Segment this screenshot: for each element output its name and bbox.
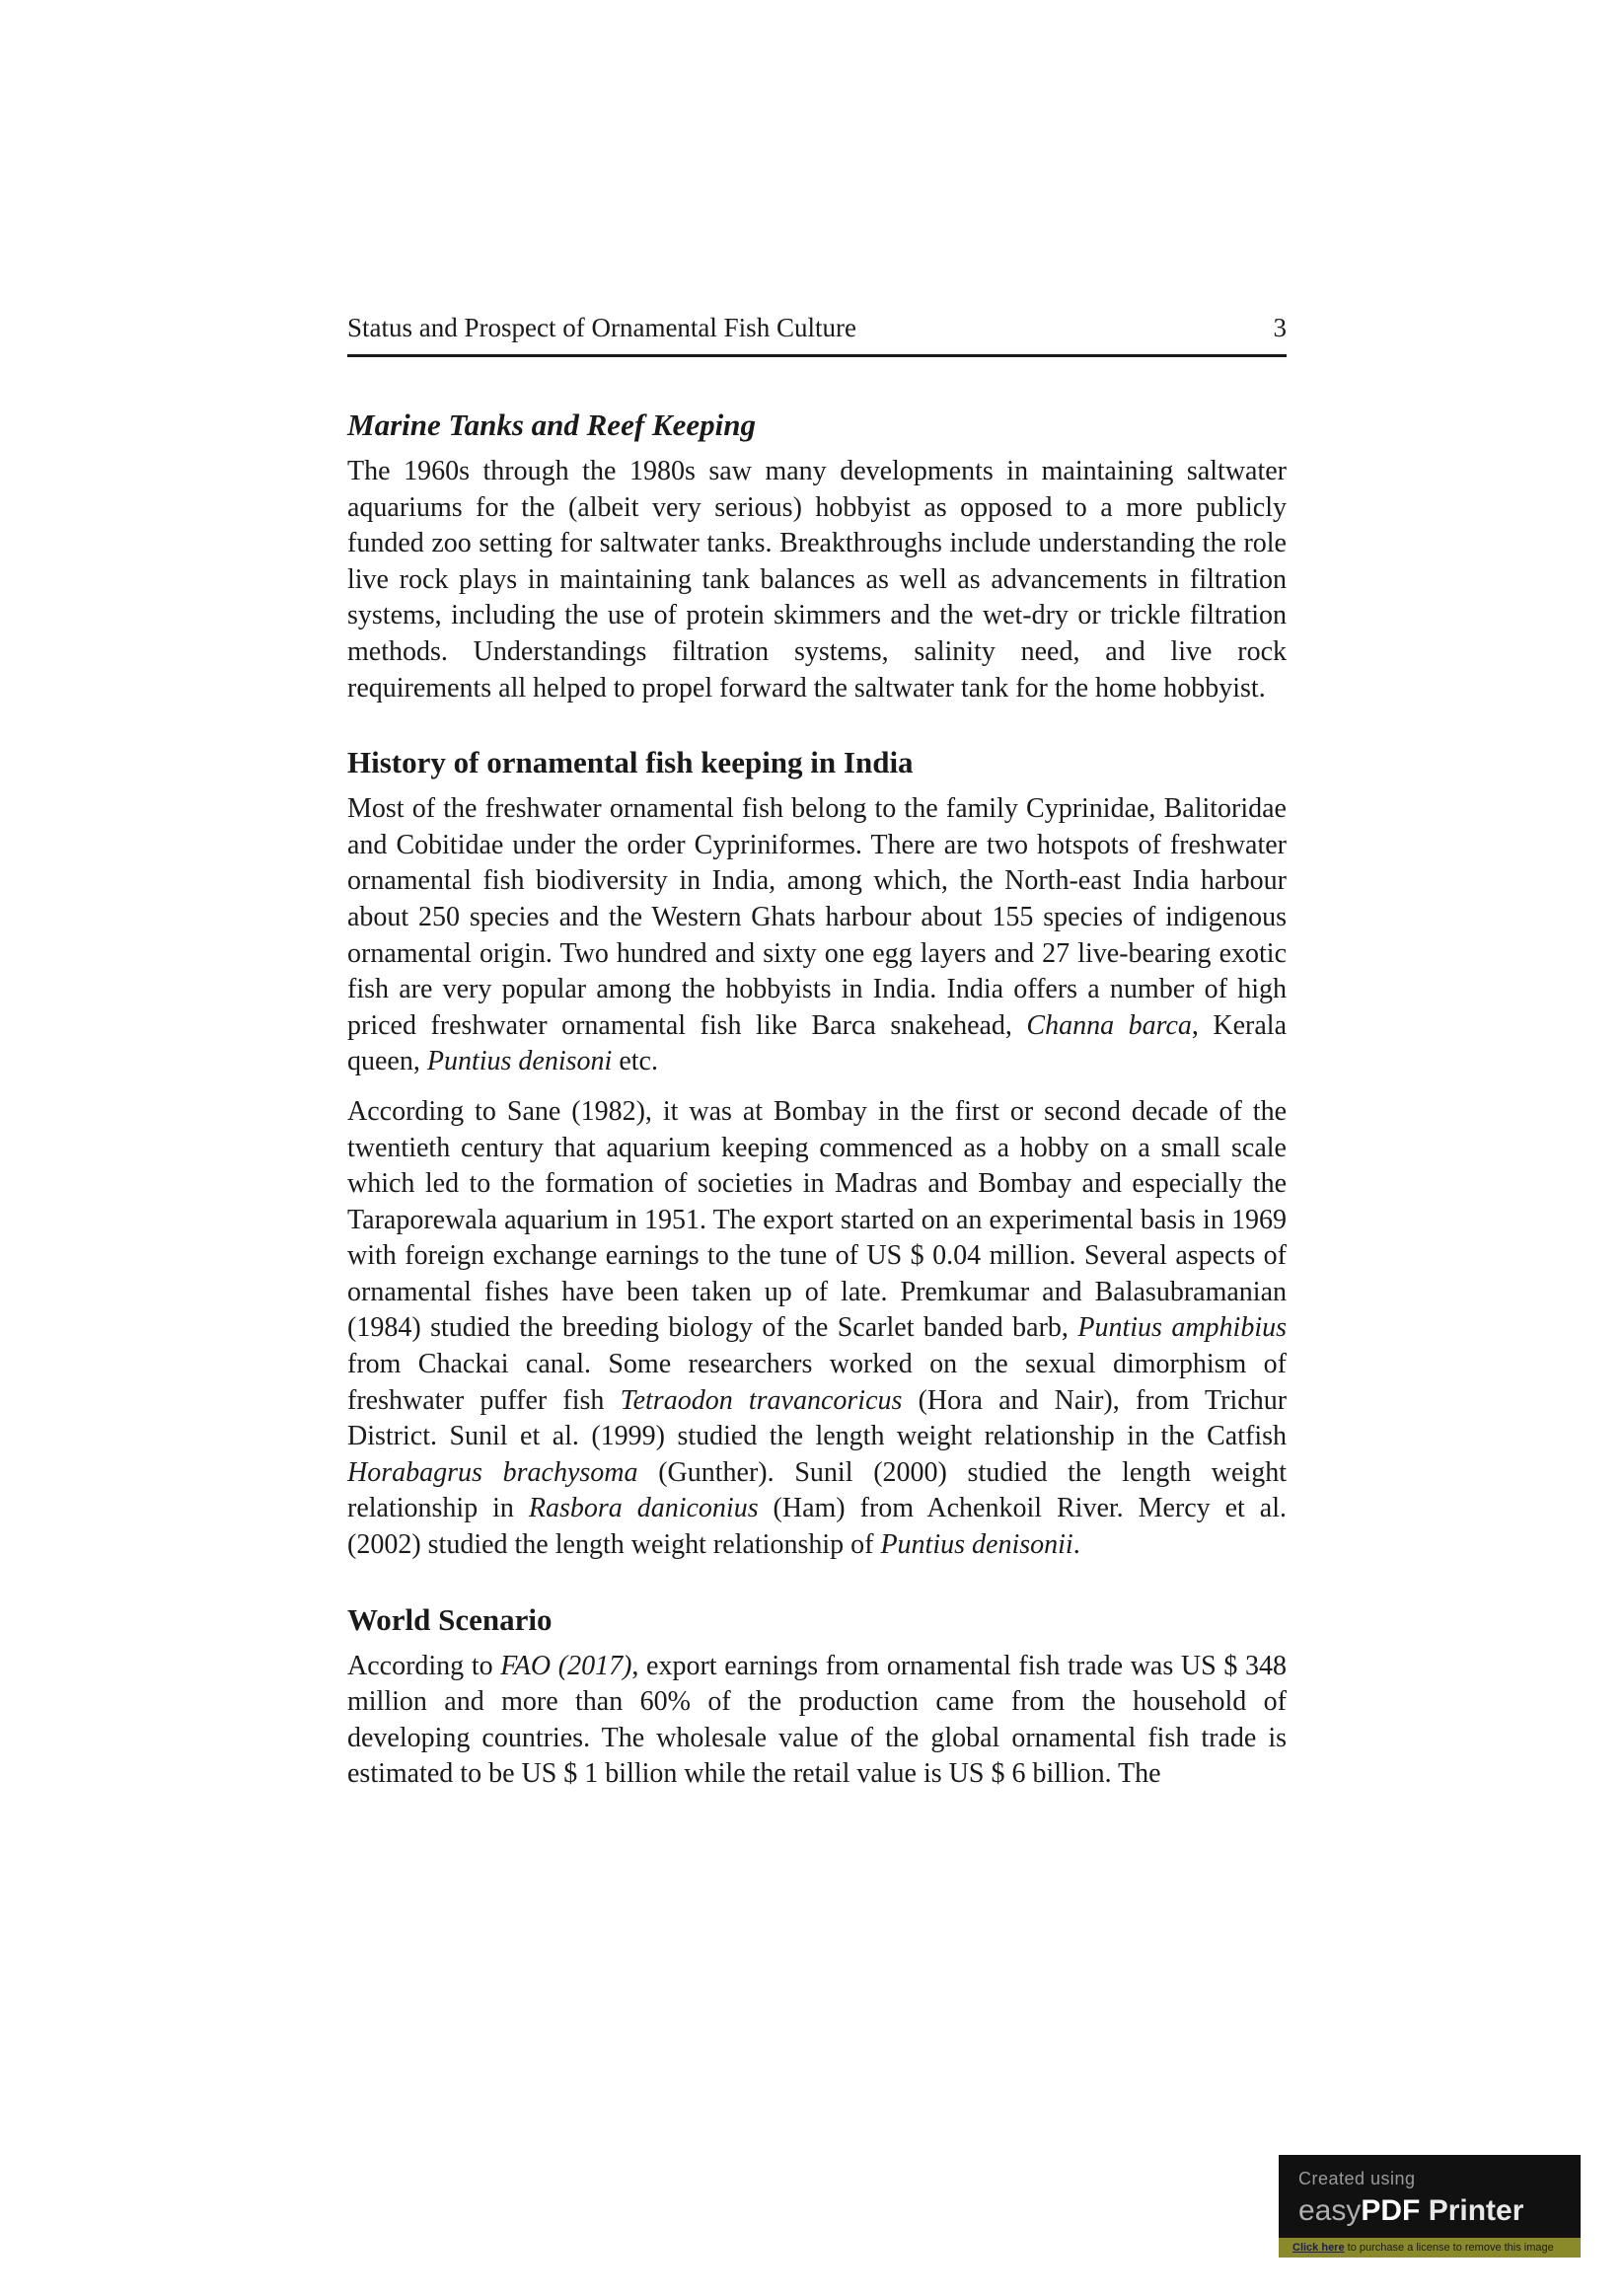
badge-footer-text: to purchase a license to remove this image	[1344, 2242, 1554, 2254]
section-heading: Marine Tanks and Reef Keeping	[347, 407, 756, 442]
badge-footer	[1279, 2238, 1581, 2258]
section-world-scenario	[347, 1601, 1287, 1793]
paragraph: According to Sane (1982), it was at Bombay in the first or second decade of the twentieth century that aquarium keeping commenced as a hobby on a small scale which led to the formation of societies in Madras and Bombay and especially the Taraporewala aquarium in 1951. The export started on an experimental basis in 1969 with foreign exchange earnings to the tune of US $ 0.04 million. Several aspects of ornamental fishes have been taken up of late. Premkumar and Balasubramanian (1984) studied the breeding biology of the Scarlet banded barb, Puntius amphibius from Chackai canal. Some researchers worked on the sexual dimorphism of freshwater puffer fish Tetraodon travancoricus (Hora and Nair), from Trichur District. Sunil et al. (1999) studied the length weight relationship in the Catfish Horabagrus brachysoma (Gunther). Sunil (2000) studied the length weight relationship in Rasbora daniconius (Ham) from Achenkoil River. Mercy et al. (2002) studied the length weight relationship of Puntius denisonii.	[347, 1095, 1288, 1561]
purchase-license-link[interactable]: Click here	[1292, 2242, 1345, 2254]
citation: FAO (2017)	[500, 1650, 632, 1681]
page-number: 3	[1273, 313, 1287, 342]
species-name: Puntius denisonii	[880, 1529, 1073, 1561]
species-name: Tetraodon travancoricus	[620, 1384, 903, 1416]
section-heading: World Scenario	[347, 1601, 553, 1637]
section-history-india	[347, 744, 1287, 1563]
species-name: Puntius denisoni	[426, 1046, 613, 1077]
species-name: Horabagrus brachysoma	[347, 1456, 638, 1488]
section-marine-tanks	[347, 407, 1287, 706]
document-page	[347, 311, 1287, 1793]
easypdf-logo: easyPDF Printer	[1298, 2194, 1524, 2227]
easypdf-watermark-badge[interactable]	[1279, 2155, 1581, 2258]
paragraph: The 1960s through the 1980s saw many developments in maintaining saltwater aquariums for the (albeit very serious) hobbyist as opposed to a more publicly funded zoo setting for saltwater tanks. Breakthroughs include understanding the role live rock plays in maintaining tank balances as well as advancements in filtration systems, including the use of protein skimmers and the wet-dry or trickle filtration methods. Understandings filtration systems, salinity need, and live rock requirements all helped to propel forward the saltwater tank for the home hobbyist.	[347, 456, 1287, 704]
badge-created-text: Created using	[1298, 2169, 1416, 2188]
species-name: Rasbora daniconius	[528, 1493, 759, 1524]
species-name: Channa barca	[1026, 1009, 1192, 1041]
paragraph: Most of the freshwater ornamental fish belong to the family Cyprinidae, Balitoridae and Cobitidae under the order Cypriniformes. There are two hotspots of freshwater ornamental fish biodiversity in India, among which, the North-east India harbour about 250 species and the Western Ghats harbour about 155 species of indigenous ornamental origin. Two hundred and sixty one egg layers and 27 live-bearing exotic fish are very popular among the hobbyists in India. India offers a number of high priced freshwater ornamental fish like Barca snakehead, Channa barca, Kerala queen, Puntius denisoni etc.	[347, 793, 1287, 1077]
paragraph: According to FAO (2017), export earnings from ornamental fish trade was US $ 348 million and more than 60% of the production came from the household of developing countries. The wholesale value of the global ornamental fish trade is estimated to be US $ 1 billion while the retail value is US $ 6 billion. The	[347, 1650, 1288, 1790]
running-title: Status and Prospect of Ornamental Fish Culture	[347, 313, 856, 342]
running-header	[347, 311, 1287, 357]
section-heading: History of ornamental fish keeping in India	[347, 745, 914, 780]
species-name: Puntius amphibius	[1077, 1312, 1287, 1344]
